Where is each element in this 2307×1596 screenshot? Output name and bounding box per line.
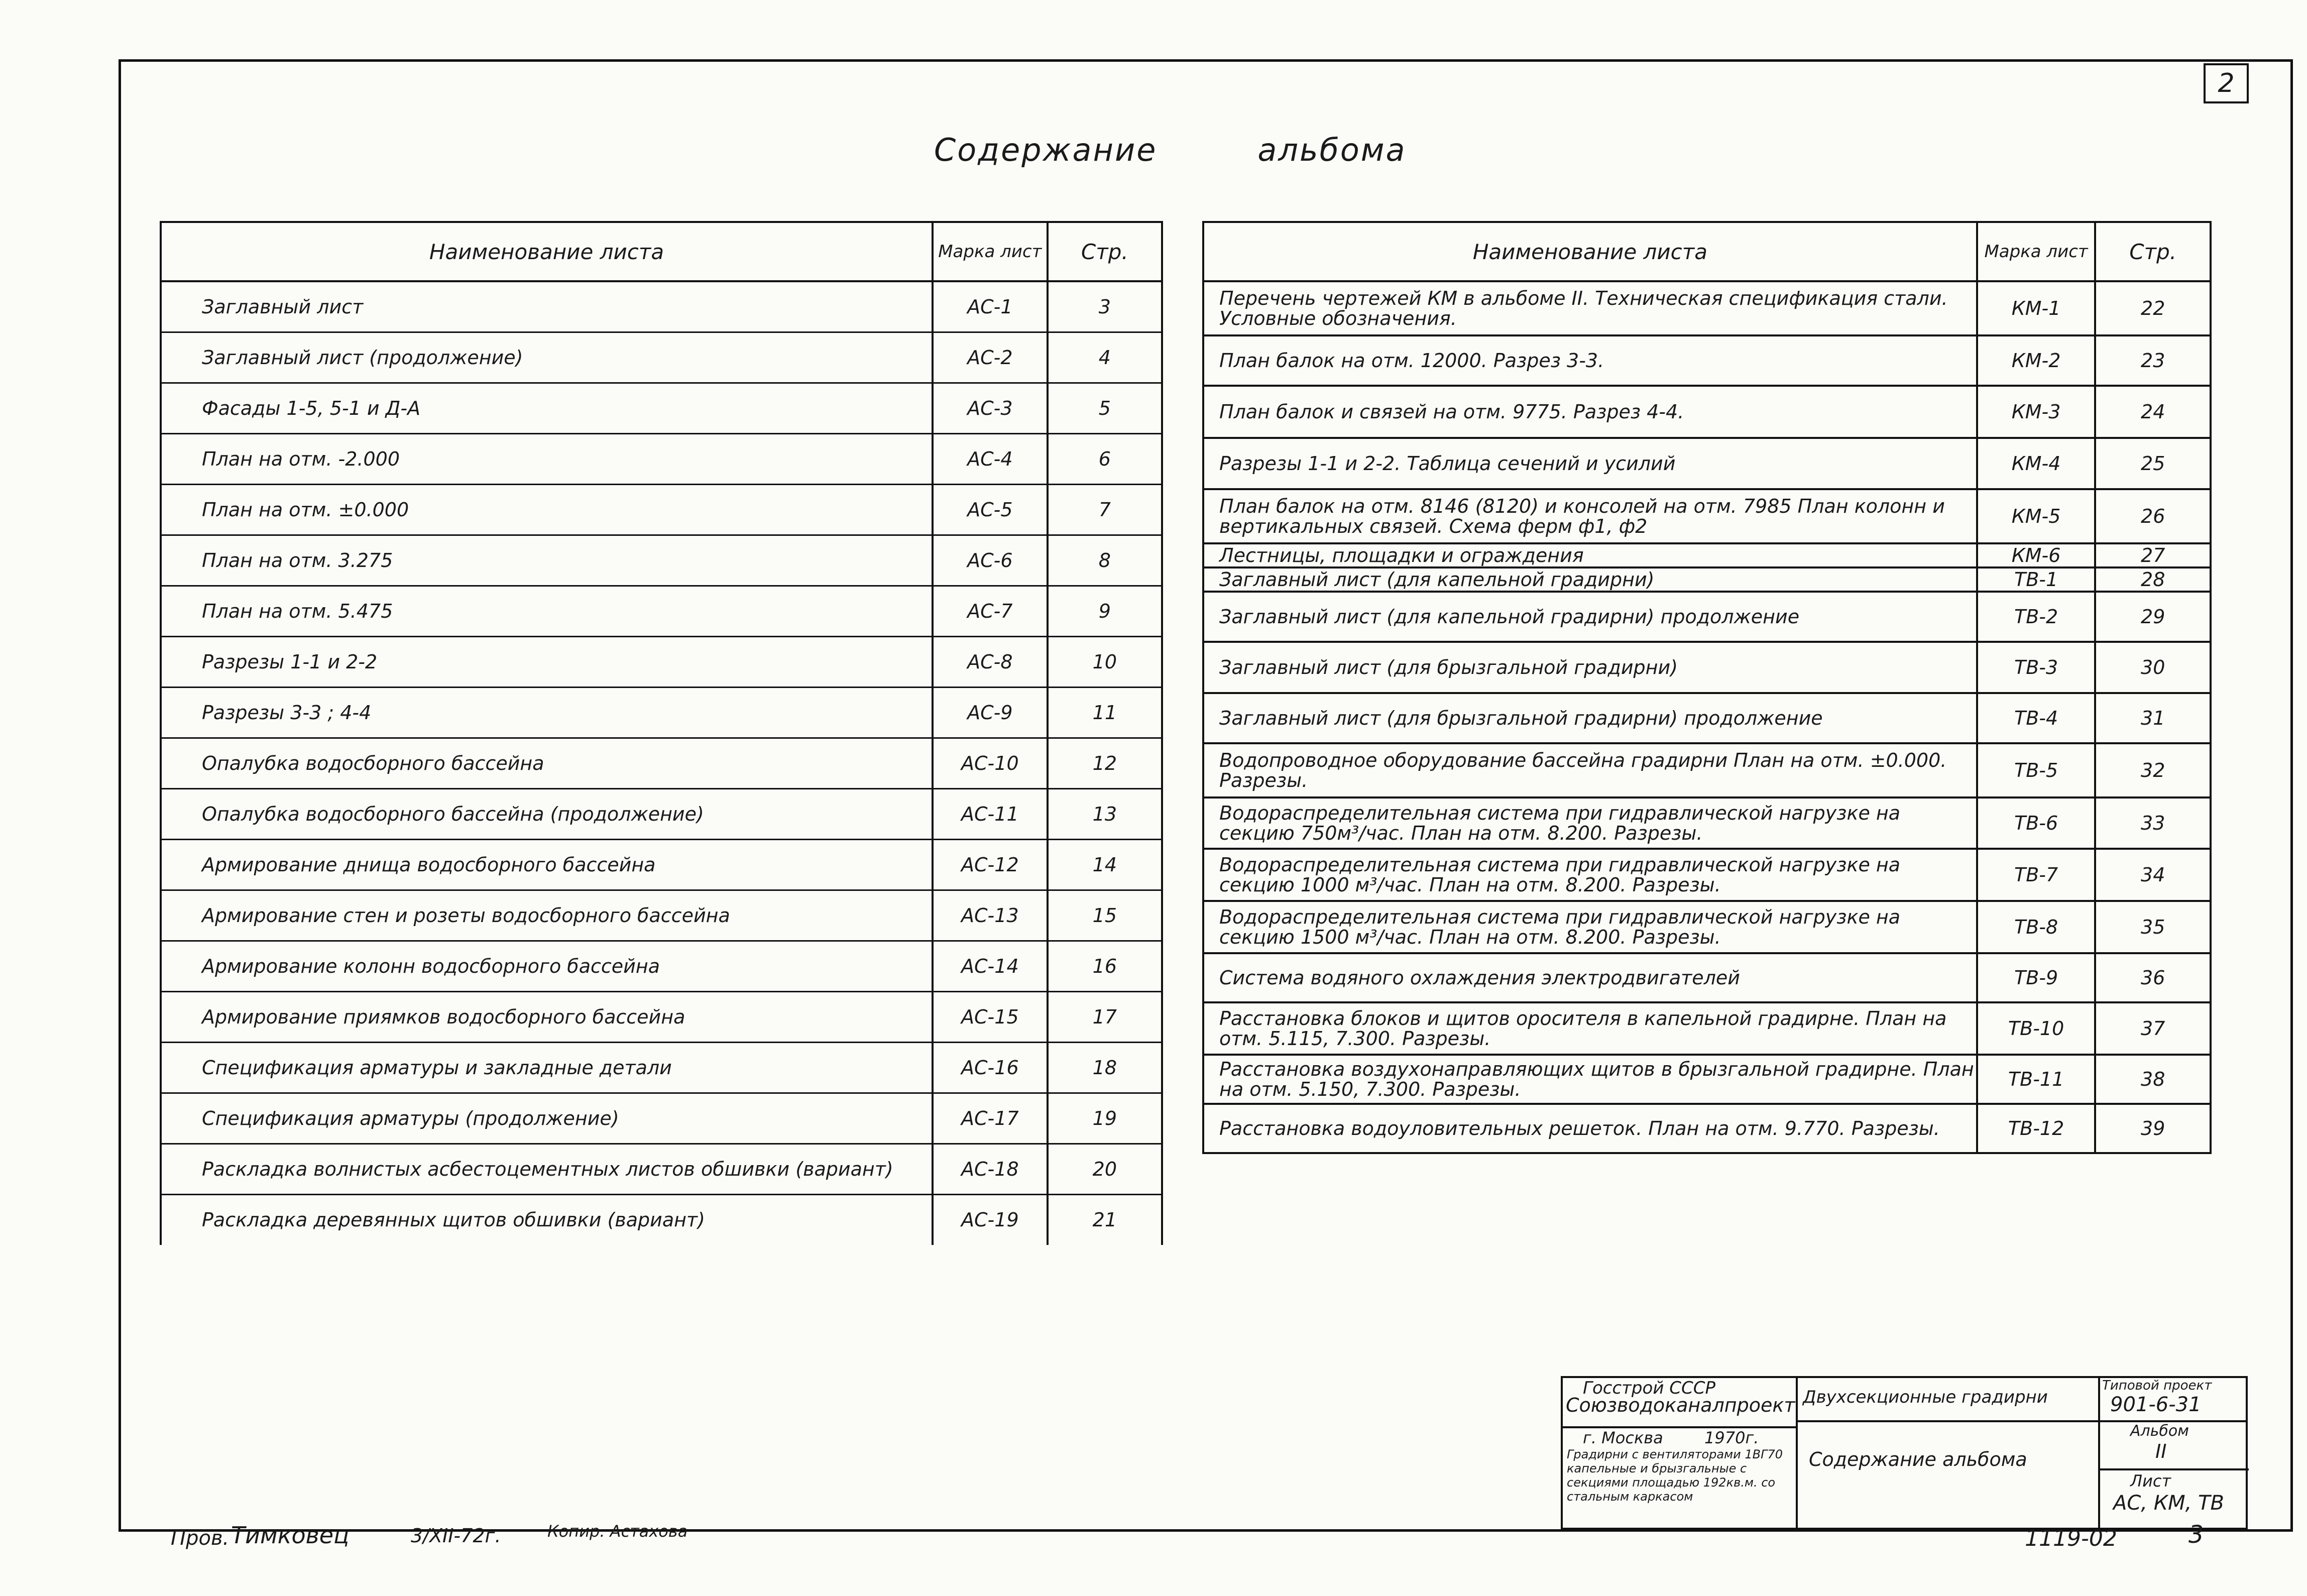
table-row [1203, 1002, 2211, 1055]
table-row [161, 1093, 1162, 1144]
row-page: 28 [2095, 567, 2211, 592]
row-mark: АС-1 [933, 281, 1048, 332]
row-page: 8 [1048, 535, 1162, 586]
left-contents-table [160, 221, 1163, 1245]
row-mark: АС-17 [933, 1093, 1048, 1144]
row-mark: ТВ-2 [1977, 592, 2096, 642]
row-mark: АС-3 [933, 383, 1048, 433]
row-mark: КМ-4 [1977, 438, 2096, 489]
row-name: Расстановка блоков и щитов оросителя в капельной градирне. План на отм. 5.115, 7.300. Разрезы. [1203, 1002, 1977, 1055]
row-mark: АС-14 [933, 941, 1048, 991]
row-name: Заглавный лист (для капельной градирни) продолжение [1203, 592, 1977, 642]
row-name: План балок на отм. 12000. Разрез 3-3. [1203, 335, 1977, 386]
row-mark: ТВ-3 [1977, 642, 2096, 693]
table-row [1203, 543, 2211, 567]
row-name: План балок и связей на отм. 9775. Разрез 4-4. [1203, 386, 1977, 438]
stamp-org1: Госстрой СССР [1583, 1378, 1715, 1398]
stamp-year: 1970г. [1704, 1428, 1759, 1447]
header-page: Стр. [1048, 222, 1162, 281]
row-mark: АС-4 [933, 433, 1048, 484]
row-name: План на отм. -2.000 [161, 433, 933, 484]
row-mark: КМ-1 [1977, 281, 2096, 335]
row-name: Водораспределительная система при гидравлической нагрузке на секцию 750м³/час. План на отм. 8.200. Разрезы. [1203, 797, 1977, 849]
row-name: Заглавный лист [161, 281, 933, 332]
header-name: Наименование листа [1203, 222, 1977, 281]
table-row [161, 738, 1162, 788]
table-row [161, 383, 1162, 433]
row-mark: АС-15 [933, 991, 1048, 1042]
row-name: Разрезы 3-3 ; 4-4 [161, 687, 933, 738]
row-mark: АС-12 [933, 839, 1048, 890]
stamp-list-value: АС, КМ, ТВ [2113, 1492, 2224, 1515]
row-page: 37 [2095, 1002, 2211, 1055]
row-mark: АС-11 [933, 788, 1048, 839]
table-row [161, 788, 1162, 839]
row-mark: АС-18 [933, 1144, 1048, 1194]
row-page: 22 [2095, 281, 2211, 335]
row-mark: АС-7 [933, 586, 1048, 636]
row-mark: АС-8 [933, 636, 1048, 687]
row-page: 23 [2095, 335, 2211, 386]
row-name: Заглавный лист (продолжение) [161, 332, 933, 383]
row-page: 5 [1048, 383, 1162, 433]
table-row [161, 941, 1162, 991]
row-page: 26 [2095, 489, 2211, 543]
row-name: Раскладка деревянных щитов обшивки (вариант) [161, 1194, 933, 1245]
row-mark: ТВ-11 [1977, 1055, 2096, 1104]
stamp-typical-label: Типовой проект [2102, 1378, 2212, 1393]
row-page: 12 [1048, 738, 1162, 788]
footer-page: 3 [2188, 1521, 2204, 1549]
row-mark: АС-19 [933, 1194, 1048, 1245]
row-name: Армирование приямков водосборного бассейна [161, 991, 933, 1042]
row-page: 39 [2095, 1104, 2211, 1153]
footer-code: 1119-02 [2025, 1526, 2117, 1551]
table-row [1203, 901, 2211, 953]
footer-checked-label: Пров. [171, 1527, 229, 1550]
row-mark: ТВ-5 [1977, 743, 2096, 797]
row-mark: ТВ-12 [1977, 1104, 2096, 1153]
row-mark: ТВ-7 [1977, 849, 2096, 901]
stamp-typical-value: 901-6-31 [2110, 1393, 2202, 1416]
header-mark: Марка лист [933, 222, 1048, 281]
row-name: Армирование колонн водосборного бассейна [161, 941, 933, 991]
table-row [161, 1144, 1162, 1194]
row-page: 35 [2095, 901, 2211, 953]
table-row [1203, 386, 2211, 438]
title-block-stamp [1561, 1376, 2248, 1530]
footer-checked-signature: Тимковец [231, 1522, 350, 1549]
footer-copied: Копир. Астахова [547, 1522, 688, 1541]
row-name: План на отм. ±0.000 [161, 484, 933, 535]
row-page: 24 [2095, 386, 2211, 438]
table-row [161, 991, 1162, 1042]
row-page: 4 [1048, 332, 1162, 383]
table-row [1203, 567, 2211, 592]
row-name: Фасады 1-5, 5-1 и Д-А [161, 383, 933, 433]
row-name: Заглавный лист (для брызгальной градирни) продолжение [1203, 693, 1977, 743]
table-row [1203, 489, 2211, 543]
row-page: 13 [1048, 788, 1162, 839]
row-name: Система водяного охлаждения электродвигателей [1203, 953, 1977, 1002]
row-name: Спецификация арматуры (продолжение) [161, 1093, 933, 1144]
row-name: План на отм. 3.275 [161, 535, 933, 586]
row-page: 14 [1048, 839, 1162, 890]
row-page: 16 [1048, 941, 1162, 991]
row-name: Заглавный лист (для капельной градирни) [1203, 567, 1977, 592]
row-mark: КМ-6 [1977, 543, 2096, 567]
row-name: Армирование стен и розеты водосборного бассейна [161, 890, 933, 941]
stamp-list-label: Лист [2130, 1471, 2171, 1491]
row-name: Раскладка волнистых асбестоцементных листов обшивки (вариант) [161, 1144, 933, 1194]
row-page: 30 [2095, 642, 2211, 693]
stamp-description: Градирни с вентиляторами 1ВГ70 капельные и брызгальные с секциями площадью 192кв.м. со стальным каркасом [1567, 1447, 1783, 1504]
title-word-1: Содержание [934, 132, 1158, 168]
row-name: План на отм. 5.475 [161, 586, 933, 636]
table-row [161, 433, 1162, 484]
table-row [161, 586, 1162, 636]
row-name: Опалубка водосборного бассейна (продолжение) [161, 788, 933, 839]
row-page: 18 [1048, 1042, 1162, 1093]
row-mark: АС-6 [933, 535, 1048, 586]
row-name: Армирование днища водосборного бассейна [161, 839, 933, 890]
page-title [934, 132, 1407, 168]
row-mark: ТВ-10 [1977, 1002, 2096, 1055]
table-row [1203, 849, 2211, 901]
right-contents-table [1202, 221, 2212, 1154]
row-mark: АС-10 [933, 738, 1048, 788]
header-page: Стр. [2095, 222, 2211, 281]
row-mark: КМ-2 [1977, 335, 2096, 386]
table-row [161, 281, 1162, 332]
row-mark: АС-13 [933, 890, 1048, 941]
stamp-album-label: Альбом [2130, 1422, 2189, 1440]
row-page: 34 [2095, 849, 2211, 901]
stamp-org2: Союзводоканалпроект [1566, 1394, 1795, 1416]
row-name: Перечень чертежей КМ в альбоме II. Техническая спецификация стали. Условные обозначения. [1203, 281, 1977, 335]
row-mark: ТВ-6 [1977, 797, 2096, 849]
table-row [1203, 1055, 2211, 1104]
row-page: 31 [2095, 693, 2211, 743]
row-page: 21 [1048, 1194, 1162, 1245]
sheet-number: 2 [2204, 63, 2249, 103]
row-mark: ТВ-8 [1977, 901, 2096, 953]
row-name: План балок на отм. 8146 (8120) и консолей на отм. 7985 План колонн и вертикальных связей. Схема ферм ф1, ф2 [1203, 489, 1977, 543]
row-page: 3 [1048, 281, 1162, 332]
table-row [161, 332, 1162, 383]
row-name: Расстановка воздухонаправляющих щитов в брызгальной градирне. План на отм. 5.150, 7.300. Разрезы. [1203, 1055, 1977, 1104]
row-page: 27 [2095, 543, 2211, 567]
table-row [1203, 1104, 2211, 1153]
row-page: 25 [2095, 438, 2211, 489]
row-mark: АС-16 [933, 1042, 1048, 1093]
table-row [1203, 335, 2211, 386]
row-page: 38 [2095, 1055, 2211, 1104]
header-name: Наименование листа [161, 222, 933, 281]
row-page: 15 [1048, 890, 1162, 941]
row-mark: ТВ-1 [1977, 567, 2096, 592]
row-mark: КМ-5 [1977, 489, 2096, 543]
row-page: 33 [2095, 797, 2211, 849]
row-name: Лестницы, площадки и ограждения [1203, 543, 1977, 567]
row-name: Опалубка водосборного бассейна [161, 738, 933, 788]
table-row [1203, 743, 2211, 797]
row-page: 29 [2095, 592, 2211, 642]
table-row [161, 1194, 1162, 1245]
row-name: Водопроводное оборудование бассейна градирни План на отм. ±0.000. Разрезы. [1203, 743, 1977, 797]
row-page: 11 [1048, 687, 1162, 738]
stamp-sheet-title: Содержание альбома [1809, 1448, 2027, 1470]
table-row [161, 1042, 1162, 1093]
table-row [1203, 953, 2211, 1002]
row-page: 7 [1048, 484, 1162, 535]
table-row [1203, 592, 2211, 642]
table-row [161, 484, 1162, 535]
row-mark: КМ-3 [1977, 386, 2096, 438]
row-page: 9 [1048, 586, 1162, 636]
row-name: Водораспределительная система при гидравлической нагрузке на секцию 1000 м³/час. План на отм. 8.200. Разрезы. [1203, 849, 1977, 901]
table-row [161, 687, 1162, 738]
row-mark: ТВ-4 [1977, 693, 2096, 743]
row-page: 6 [1048, 433, 1162, 484]
table-row [1203, 797, 2211, 849]
stamp-album-value: II [2155, 1440, 2167, 1462]
row-page: 32 [2095, 743, 2211, 797]
row-name: Расстановка водоуловительных решеток. План на отм. 9.770. Разрезы. [1203, 1104, 1977, 1153]
row-name: Заглавный лист (для брызгальной градирни) [1203, 642, 1977, 693]
table-row [1203, 438, 2211, 489]
row-mark: АС-9 [933, 687, 1048, 738]
row-page: 17 [1048, 991, 1162, 1042]
row-page: 19 [1048, 1093, 1162, 1144]
stamp-city: г. Москва [1583, 1428, 1663, 1447]
row-name: Разрезы 1-1 и 2-2. Таблица сечений и усилий [1203, 438, 1977, 489]
table-row [1203, 693, 2211, 743]
table-row [161, 839, 1162, 890]
row-mark: АС-2 [933, 332, 1048, 383]
row-mark: ТВ-9 [1977, 953, 2096, 1002]
table-row [161, 535, 1162, 586]
row-page: 20 [1048, 1144, 1162, 1194]
table-row [161, 890, 1162, 941]
row-name: Водораспределительная система при гидравлической нагрузке на секцию 1500 м³/час. План на отм. 8.200. Разрезы. [1203, 901, 1977, 953]
row-mark: АС-5 [933, 484, 1048, 535]
title-word-2: альбома [1257, 132, 1407, 168]
header-mark: Марка лист [1977, 222, 2096, 281]
row-name: Спецификация арматуры и закладные детали [161, 1042, 933, 1093]
table-row [1203, 642, 2211, 693]
row-page: 36 [2095, 953, 2211, 1002]
table-row [161, 636, 1162, 687]
row-page: 10 [1048, 636, 1162, 687]
stamp-project-name: Двухсекционные градирни [1803, 1387, 2048, 1407]
table-row [1203, 281, 2211, 335]
row-name: Разрезы 1-1 и 2-2 [161, 636, 933, 687]
footer-date: 3/XII-72г. [411, 1525, 501, 1547]
